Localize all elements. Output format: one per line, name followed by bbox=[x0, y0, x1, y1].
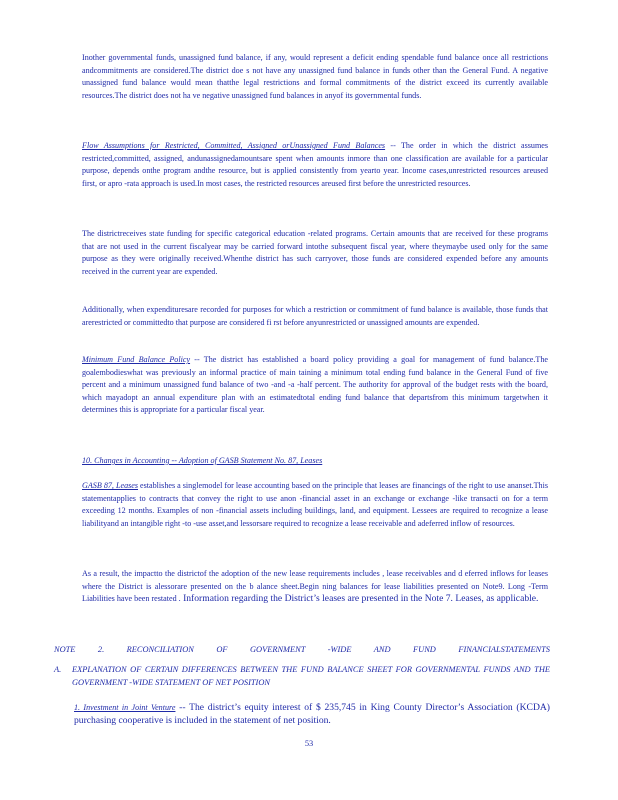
paragraph-additionally bbox=[82, 304, 548, 329]
note-heading-text: NOTE 2. RECONCILIATION OF GOVERNMENT -WIDE AND FUND FINANCIALSTATEMENTS bbox=[54, 645, 550, 654]
paragraph-text: establishes a singlemodel for lease accounting based on the principle that leases are financings of the right to use ananset.This statementapplies to contracts that convey the right to use anon -financial asset in an exchange or exchange -like transacti on for a term exceeding 12 months. Examples of non -financial assets including buildings, land, and equipment. Lessees are required to recognize a lease liabilityand an intangible right -to -use asset,and lessorsare required to recognize a lease receivable and adeferred inflow of resources. bbox=[82, 481, 549, 528]
section-a-heading: EXPLANATION OF CERTAIN DIFFERENCES BETWEEN THE FUND BALANCE SHEET FOR GOVERNMENTAL FUNDS AND THE GOVERNMENT -WIDE STATEMENT OF NET POSITION bbox=[72, 665, 550, 687]
paragraph-minimum-fund-balance bbox=[82, 354, 548, 417]
gasb-87-heading: GASB 87, Leases bbox=[82, 481, 139, 490]
section-a bbox=[54, 664, 550, 689]
flow-assumptions-heading: Flow Assumptions for Restricted, Committed, Assigned orUnassigned Fund Balances bbox=[82, 141, 386, 150]
paragraph-text-tail: Information regarding the District’s leases are presented in the Note 7. Leases, as applicable. bbox=[180, 593, 539, 605]
changes-in-accounting-heading: 10. Changes in Accounting -- Adoption of GASB Statement No. 87, Leases bbox=[82, 456, 323, 465]
section-heading-changes-in-accounting bbox=[82, 455, 548, 468]
section-a-label: A. bbox=[54, 665, 62, 674]
paragraph-unassigned-fund-balance bbox=[82, 52, 548, 102]
paragraph-investment-joint-venture bbox=[74, 702, 550, 727]
page-number: 53 bbox=[304, 739, 314, 748]
paragraph-text: -- The district’s equity interest of $ 235,745 in King County Director’s Association (KCDA) purchasing cooperative is included in the statement of net position. bbox=[74, 702, 550, 726]
paragraph-state-funding bbox=[82, 228, 548, 278]
paragraph-flow-assumptions bbox=[82, 140, 548, 190]
paragraph-text: -- The district has established a board policy providing a goal for management of fund balance.The goalembodieswhat was previously an informal practice of main taining a minimum total ending fund balance in the General Fund of five percent and a minimum unassigned fund balance of two -and -a -half percent. The authority for approval of the budget rests with the board, which mayadopt an annual expenditure plan with an estimatedtotal ending fund balance that departsfrom this minimum targetwhen it determines this is appropriate for a particular fiscal year. bbox=[82, 355, 548, 415]
paragraph-text: -- The order in which the district assumes restricted,committed, assigned, andunassignedamountsare spent when amounts inmore than one classification are available for a particular purpose, depends onthe program andthe resource, but is applied consistently from yearto year. Income cases,unrestricted resources areused first, or apro -rata approach is used.In most cases, the restricted resources areused first before the unrestricted resources. bbox=[82, 141, 548, 188]
investment-heading: 1. Investment in Joint Venture bbox=[74, 703, 176, 712]
minimum-fund-balance-heading: Minimum Fund Balance Policy bbox=[82, 355, 191, 364]
paragraph-text: The districtreceives state funding for specific categorical education -related programs. Certain amounts that are received for these programs that are not used in the current fiscalyear may be carried forward intothe subsequent fiscal year, where theymaybe used only for the same purpose as they were originally received.Whenthe district has such carryover, those funds are considered expended before any amounts received in the current year are expended. bbox=[82, 229, 548, 276]
paragraph-lease-impact bbox=[82, 568, 548, 606]
paragraph-text: Inother governmental funds, unassigned fund balance, if any, would represent a deficit ending spendable fund balance once all restrictions andcommitments are considered.The district doe s not have any unassigned fund balance in funds other than the General Fund. A negative unassigned fund balance would mean thatthe legal restrictions and formal commitments of the district exceed its currently available resources.The district does not ha ve negative unassigned fund balances in anyof its governmental funds. bbox=[82, 53, 548, 100]
note-2-heading bbox=[54, 644, 550, 657]
paragraph-gasb-87 bbox=[82, 480, 548, 530]
paragraph-text: Additionally, when expendituresare recorded for purposes for which a restriction or commitment of fund balance is available, those funds that arerestricted or committedto that purpose are considered fi rst before anyunrestricted or unassigned amounts are expended. bbox=[82, 305, 548, 327]
paragraph-text: As a result, the impactto the districtof the adoption of the new lease requirements includes , lease receivables and d eferred inflows for leases where the District is alessorare presented on the b alance sheet.Begin ning balances for lease liabilities presented on Note9. Long -Term Liabilities have been restated . bbox=[82, 569, 548, 604]
